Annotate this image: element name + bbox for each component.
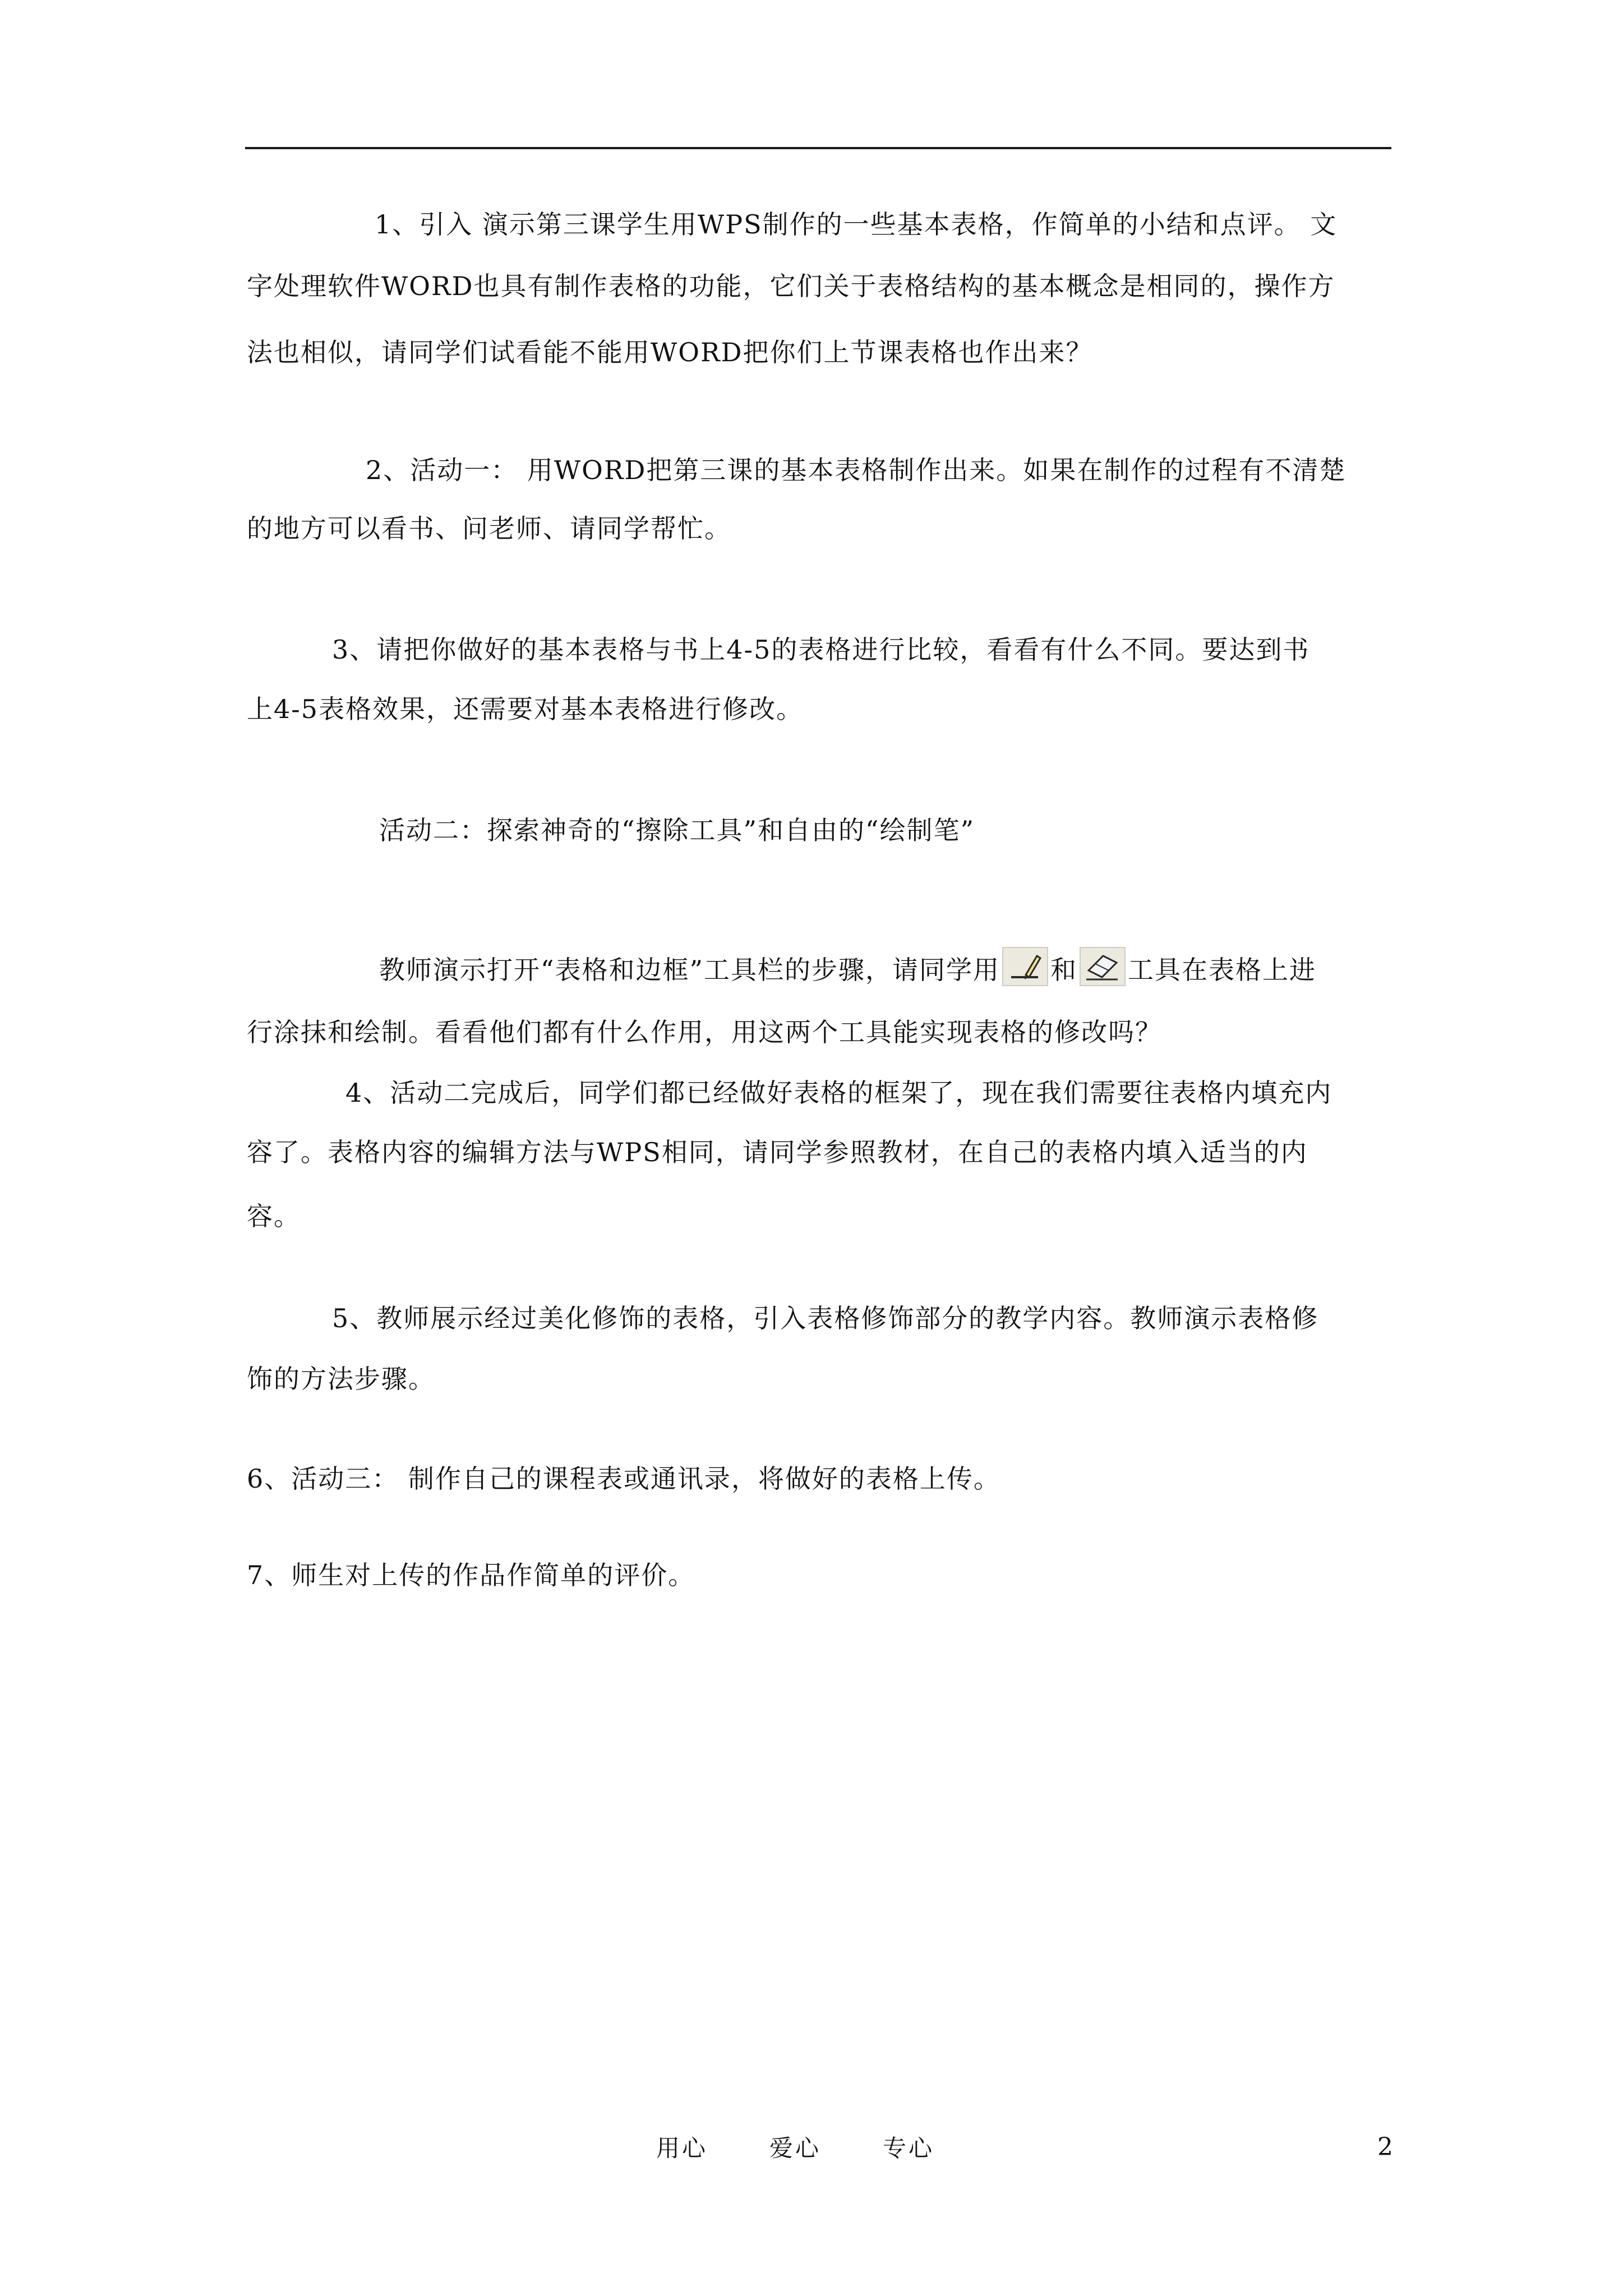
teacher-demo-text-c: 工具在表格上进 [1128, 955, 1317, 985]
footer-motto-1: 用心 [656, 2134, 708, 2162]
footer-motto-2: 爱心 [769, 2134, 822, 2162]
para-3-line-2: 上4-5表格效果，还需要对基本表格进行修改。 [247, 694, 804, 724]
para-6: 6、活动三： 制作自己的课程表或通讯录，将做好的表格上传。 [247, 1464, 1000, 1494]
pencil-icon [1002, 947, 1048, 986]
para-1-line-2: 字处理软件WORD也具有制作表格的功能，它们关于表格结构的基本概念是相同的，操作方 [247, 271, 1335, 301]
teacher-demo-text-a: 教师演示打开“表格和边框”工具栏的步骤，请同学用 [379, 955, 1000, 985]
page-number: 2 [1377, 2133, 1393, 2161]
para-4-line-2: 容了。表格内容的编辑方法与WPS相同，请同学参照教材，在自己的表格内填入适当的内 [247, 1137, 1308, 1167]
para-3-line-1: 3、请把你做好的基本表格与书上4-5的表格进行比较，看看有什么不同。要达到书 [332, 634, 1310, 665]
para-1-line-3: 法也相似，请同学们试看能不能用WORD把你们上节课表格也作出来？ [247, 337, 1093, 367]
para-2-line-2: 的地方可以看书、问老师、请同学帮忙。 [247, 513, 731, 544]
para-5-line-1: 5、教师展示经过美化修饰的表格，引入表格修饰部分的教学内容。教师演示表格修 [332, 1303, 1319, 1333]
para-1-line-1: 1、引入 演示第三课学生用WPS制作的一些基本表格，作简单的小结和点评。 文 [375, 209, 1338, 240]
activity-2-heading: 活动二：探索神奇的“擦除工具”和自由的“绘制笔” [379, 815, 975, 845]
header-rule [245, 147, 1391, 149]
para-5-line-2: 饰的方法步骤。 [247, 1364, 435, 1394]
footer-motto-3: 专心 [883, 2134, 935, 2162]
eraser-icon [1080, 947, 1126, 986]
teacher-demo-text-b: 和 [1050, 955, 1078, 985]
para-4-line-1: 4、活动二完成后，同学们都已经做好表格的框架了，现在我们需要往表格内填充内 [345, 1078, 1332, 1108]
teacher-demo-line-1 [379, 953, 1316, 992]
para-7: 7、师生对上传的作品作简单的评价。 [247, 1560, 695, 1590]
para-4-line-3: 容。 [247, 1201, 301, 1231]
para-2-line-1: 2、活动一： 用WORD把第三课的基本表格制作出来。如果在制作的过程有不清楚 [366, 455, 1347, 485]
teacher-demo-line-2: 行涂抹和绘制。看看他们都有什么作用，用这两个工具能实现表格的修改吗？ [247, 1017, 1162, 1047]
